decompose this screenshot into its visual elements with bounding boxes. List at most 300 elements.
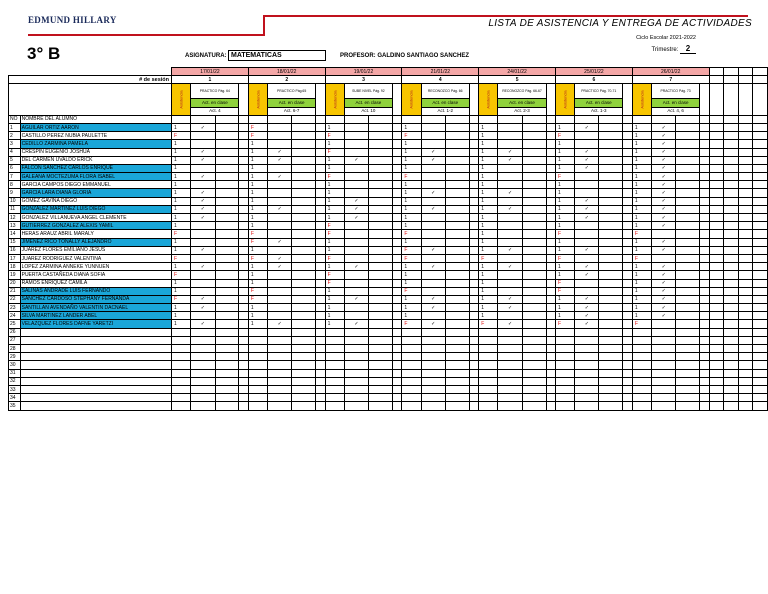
activity-check-cell[interactable]: [191, 345, 215, 353]
attendance-cell[interactable]: F: [248, 238, 267, 246]
activity-check-cell[interactable]: [191, 254, 215, 262]
attendance-cell[interactable]: [402, 353, 421, 361]
empty-cell[interactable]: [392, 279, 401, 287]
empty-cell[interactable]: [724, 394, 739, 402]
empty-cell[interactable]: [522, 132, 546, 140]
empty-cell[interactable]: [445, 140, 469, 148]
attendance-cell[interactable]: 1: [402, 279, 421, 287]
activity-check-cell[interactable]: [575, 173, 599, 181]
attendance-cell[interactable]: 1: [402, 214, 421, 222]
empty-cell[interactable]: [753, 173, 768, 181]
attendance-cell[interactable]: 1: [402, 238, 421, 246]
empty-cell[interactable]: [469, 173, 478, 181]
empty-cell[interactable]: [392, 336, 401, 344]
attendance-cell[interactable]: 1: [172, 312, 191, 320]
attendance-cell[interactable]: 1: [325, 189, 344, 197]
empty-cell[interactable]: [599, 328, 623, 336]
empty-cell[interactable]: [623, 394, 632, 402]
empty-cell[interactable]: [738, 312, 753, 320]
empty-cell[interactable]: [292, 173, 316, 181]
empty-cell[interactable]: [700, 123, 709, 131]
activity-check-cell[interactable]: [652, 320, 676, 328]
attendance-cell[interactable]: [248, 353, 267, 361]
empty-cell[interactable]: [599, 353, 623, 361]
empty-cell[interactable]: [215, 148, 239, 156]
empty-cell[interactable]: [316, 132, 325, 140]
empty-cell[interactable]: [215, 320, 239, 328]
empty-cell[interactable]: [522, 295, 546, 303]
empty-cell[interactable]: [676, 246, 700, 254]
activity-check-cell[interactable]: [421, 402, 445, 410]
empty-cell[interactable]: [392, 394, 401, 402]
empty-cell[interactable]: [700, 312, 709, 320]
activity-check-cell[interactable]: [344, 377, 368, 385]
attendance-cell[interactable]: 1: [556, 189, 575, 197]
empty-cell[interactable]: [292, 181, 316, 189]
empty-cell[interactable]: [392, 132, 401, 140]
activity-check-cell[interactable]: [421, 312, 445, 320]
empty-cell[interactable]: [215, 263, 239, 271]
activity-check-cell[interactable]: [575, 140, 599, 148]
empty-cell[interactable]: [215, 230, 239, 238]
empty-cell[interactable]: [292, 287, 316, 295]
empty-cell[interactable]: [392, 353, 401, 361]
empty-cell[interactable]: [623, 336, 632, 344]
attendance-cell[interactable]: [556, 361, 575, 369]
empty-cell[interactable]: [724, 279, 739, 287]
empty-cell[interactable]: [676, 197, 700, 205]
empty-cell[interactable]: [623, 189, 632, 197]
empty-cell[interactable]: [546, 369, 555, 377]
activity-check-cell[interactable]: ✓: [652, 304, 676, 312]
empty-cell[interactable]: [724, 402, 739, 410]
empty-cell[interactable]: [392, 402, 401, 410]
activity-check-cell[interactable]: [344, 173, 368, 181]
activity-check-cell[interactable]: [575, 377, 599, 385]
empty-cell[interactable]: [700, 369, 709, 377]
attendance-cell[interactable]: [325, 345, 344, 353]
empty-cell[interactable]: [709, 197, 724, 205]
empty-cell[interactable]: [546, 377, 555, 385]
activity-check-cell[interactable]: [421, 271, 445, 279]
activity-check-cell[interactable]: [191, 312, 215, 320]
empty-cell[interactable]: [392, 369, 401, 377]
attendance-cell[interactable]: [479, 353, 498, 361]
attendance-cell[interactable]: [172, 402, 191, 410]
activity-check-cell[interactable]: [191, 385, 215, 393]
attendance-cell[interactable]: F: [556, 279, 575, 287]
attendance-cell[interactable]: F: [325, 230, 344, 238]
activity-check-cell[interactable]: [498, 181, 522, 189]
attendance-cell[interactable]: 1: [632, 287, 651, 295]
attendance-cell[interactable]: 1: [632, 246, 651, 254]
attendance-cell[interactable]: 1: [632, 279, 651, 287]
empty-cell[interactable]: [392, 254, 401, 262]
empty-cell[interactable]: [445, 353, 469, 361]
empty-cell[interactable]: [709, 336, 724, 344]
activity-check-cell[interactable]: ✓: [575, 304, 599, 312]
attendance-cell[interactable]: 1: [479, 295, 498, 303]
attendance-cell[interactable]: 1: [632, 164, 651, 172]
empty-cell[interactable]: [709, 189, 724, 197]
attendance-cell[interactable]: 1: [172, 189, 191, 197]
activity-check-cell[interactable]: ✓: [575, 295, 599, 303]
attendance-cell[interactable]: [325, 394, 344, 402]
empty-cell[interactable]: [445, 361, 469, 369]
activity-check-cell[interactable]: ✓: [575, 197, 599, 205]
attendance-cell[interactable]: 1: [632, 222, 651, 230]
empty-cell[interactable]: [738, 279, 753, 287]
empty-cell[interactable]: [445, 328, 469, 336]
empty-cell[interactable]: [445, 246, 469, 254]
empty-cell[interactable]: [623, 197, 632, 205]
empty-cell[interactable]: [546, 123, 555, 131]
empty-cell[interactable]: [546, 197, 555, 205]
activity-check-cell[interactable]: [575, 328, 599, 336]
activity-check-cell[interactable]: [575, 385, 599, 393]
activity-check-cell[interactable]: [268, 336, 292, 344]
empty-cell[interactable]: [724, 304, 739, 312]
attendance-cell[interactable]: [632, 402, 651, 410]
empty-cell[interactable]: [369, 304, 393, 312]
empty-cell[interactable]: [292, 312, 316, 320]
empty-cell[interactable]: [700, 402, 709, 410]
activity-check-cell[interactable]: [575, 132, 599, 140]
attendance-cell[interactable]: [248, 369, 267, 377]
empty-cell[interactable]: [700, 320, 709, 328]
empty-cell[interactable]: [709, 402, 724, 410]
attendance-cell[interactable]: F: [325, 173, 344, 181]
attendance-cell[interactable]: 1: [632, 197, 651, 205]
empty-cell[interactable]: [676, 320, 700, 328]
empty-cell[interactable]: [700, 156, 709, 164]
activity-check-cell[interactable]: [344, 230, 368, 238]
empty-cell[interactable]: [215, 123, 239, 131]
empty-cell[interactable]: [709, 246, 724, 254]
empty-cell[interactable]: [292, 238, 316, 246]
empty-cell[interactable]: [392, 328, 401, 336]
activity-check-cell[interactable]: ✓: [652, 263, 676, 271]
activity-check-cell[interactable]: [498, 279, 522, 287]
empty-cell[interactable]: [522, 345, 546, 353]
empty-cell[interactable]: [316, 222, 325, 230]
activity-check-cell[interactable]: ✓: [191, 246, 215, 254]
activity-check-cell[interactable]: [268, 197, 292, 205]
empty-cell[interactable]: [753, 336, 768, 344]
attendance-cell[interactable]: [402, 361, 421, 369]
attendance-cell[interactable]: 1: [248, 271, 267, 279]
empty-cell[interactable]: [700, 189, 709, 197]
attendance-cell[interactable]: 1: [402, 271, 421, 279]
empty-cell[interactable]: [369, 394, 393, 402]
empty-cell[interactable]: [724, 361, 739, 369]
empty-cell[interactable]: [700, 181, 709, 189]
activity-check-cell[interactable]: [268, 230, 292, 238]
empty-cell[interactable]: [676, 230, 700, 238]
attendance-cell[interactable]: 1: [479, 214, 498, 222]
attendance-cell[interactable]: 1: [402, 295, 421, 303]
empty-cell[interactable]: [292, 148, 316, 156]
activity-check-cell[interactable]: [575, 222, 599, 230]
empty-cell[interactable]: [316, 320, 325, 328]
empty-cell[interactable]: [753, 197, 768, 205]
empty-cell[interactable]: [709, 222, 724, 230]
attendance-cell[interactable]: 1: [479, 304, 498, 312]
attendance-cell[interactable]: F: [248, 295, 267, 303]
activity-check-cell[interactable]: ✓: [268, 148, 292, 156]
empty-cell[interactable]: [316, 345, 325, 353]
empty-cell[interactable]: [724, 238, 739, 246]
attendance-cell[interactable]: [632, 345, 651, 353]
activity-check-cell[interactable]: [191, 336, 215, 344]
empty-cell[interactable]: [709, 205, 724, 213]
empty-cell[interactable]: [445, 369, 469, 377]
attendance-cell[interactable]: F: [172, 295, 191, 303]
empty-cell[interactable]: [369, 197, 393, 205]
attendance-cell[interactable]: 1: [632, 189, 651, 197]
attendance-cell[interactable]: 1: [556, 156, 575, 164]
empty-cell[interactable]: [676, 132, 700, 140]
empty-cell[interactable]: [709, 279, 724, 287]
activity-check-cell[interactable]: [268, 279, 292, 287]
empty-cell[interactable]: [215, 287, 239, 295]
attendance-cell[interactable]: [172, 361, 191, 369]
attendance-cell[interactable]: 1: [325, 295, 344, 303]
attendance-cell[interactable]: F: [325, 132, 344, 140]
empty-cell[interactable]: [546, 353, 555, 361]
empty-cell[interactable]: [522, 279, 546, 287]
empty-cell[interactable]: [369, 222, 393, 230]
attendance-cell[interactable]: 1: [479, 279, 498, 287]
empty-cell[interactable]: [316, 369, 325, 377]
empty-cell[interactable]: [215, 312, 239, 320]
empty-cell[interactable]: [676, 394, 700, 402]
activity-check-cell[interactable]: ✓: [498, 304, 522, 312]
empty-cell[interactable]: [623, 361, 632, 369]
attendance-cell[interactable]: 1: [479, 164, 498, 172]
activity-check-cell[interactable]: [268, 402, 292, 410]
attendance-cell[interactable]: 1: [632, 263, 651, 271]
empty-cell[interactable]: [445, 181, 469, 189]
activity-check-cell[interactable]: ✓: [575, 148, 599, 156]
empty-cell[interactable]: [753, 312, 768, 320]
attendance-cell[interactable]: F: [402, 320, 421, 328]
empty-cell[interactable]: [522, 271, 546, 279]
activity-check-cell[interactable]: [652, 254, 676, 262]
empty-cell[interactable]: [546, 312, 555, 320]
activity-check-cell[interactable]: ✓: [344, 156, 368, 164]
activity-check-cell[interactable]: ✓: [344, 263, 368, 271]
empty-cell[interactable]: [623, 132, 632, 140]
attendance-cell[interactable]: [325, 328, 344, 336]
attendance-cell[interactable]: 1: [325, 312, 344, 320]
empty-cell[interactable]: [738, 336, 753, 344]
activity-check-cell[interactable]: ✓: [191, 173, 215, 181]
activity-check-cell[interactable]: [344, 279, 368, 287]
activity-check-cell[interactable]: [344, 238, 368, 246]
attendance-cell[interactable]: [556, 385, 575, 393]
activity-check-cell[interactable]: [344, 361, 368, 369]
empty-cell[interactable]: [709, 320, 724, 328]
empty-cell[interactable]: [676, 173, 700, 181]
attendance-cell[interactable]: 1: [172, 238, 191, 246]
activity-check-cell[interactable]: [652, 336, 676, 344]
attendance-cell[interactable]: F: [248, 132, 267, 140]
activity-check-cell[interactable]: ✓: [344, 214, 368, 222]
empty-cell[interactable]: [316, 230, 325, 238]
activity-check-cell[interactable]: ✓: [652, 279, 676, 287]
empty-cell[interactable]: [738, 369, 753, 377]
attendance-cell[interactable]: 1: [402, 263, 421, 271]
empty-cell[interactable]: [738, 164, 753, 172]
empty-cell[interactable]: [369, 205, 393, 213]
empty-cell[interactable]: [753, 295, 768, 303]
empty-cell[interactable]: [522, 304, 546, 312]
attendance-cell[interactable]: 1: [632, 181, 651, 189]
empty-cell[interactable]: [709, 361, 724, 369]
empty-cell[interactable]: [709, 214, 724, 222]
attendance-cell[interactable]: F: [402, 254, 421, 262]
attendance-cell[interactable]: 1: [556, 164, 575, 172]
empty-cell[interactable]: [369, 328, 393, 336]
empty-cell[interactable]: [546, 320, 555, 328]
empty-cell[interactable]: [599, 369, 623, 377]
activity-check-cell[interactable]: [344, 345, 368, 353]
activity-check-cell[interactable]: [344, 246, 368, 254]
empty-cell[interactable]: [724, 246, 739, 254]
activity-check-cell[interactable]: ✓: [191, 295, 215, 303]
empty-cell[interactable]: [292, 402, 316, 410]
activity-check-cell[interactable]: ✓: [421, 263, 445, 271]
empty-cell[interactable]: [469, 246, 478, 254]
attendance-cell[interactable]: [325, 385, 344, 393]
empty-cell[interactable]: [469, 304, 478, 312]
attendance-cell[interactable]: 1: [325, 140, 344, 148]
attendance-cell[interactable]: [172, 336, 191, 344]
empty-cell[interactable]: [623, 148, 632, 156]
empty-cell[interactable]: [676, 304, 700, 312]
empty-cell[interactable]: [316, 328, 325, 336]
empty-cell[interactable]: [392, 345, 401, 353]
activity-check-cell[interactable]: [344, 181, 368, 189]
empty-cell[interactable]: [369, 287, 393, 295]
empty-cell[interactable]: [392, 271, 401, 279]
activity-check-cell[interactable]: ✓: [652, 189, 676, 197]
attendance-cell[interactable]: 1: [172, 140, 191, 148]
activity-check-cell[interactable]: [652, 394, 676, 402]
attendance-cell[interactable]: 1: [248, 214, 267, 222]
activity-check-cell[interactable]: [191, 181, 215, 189]
empty-cell[interactable]: [738, 271, 753, 279]
activity-check-cell[interactable]: [421, 394, 445, 402]
attendance-cell[interactable]: 1: [248, 181, 267, 189]
empty-cell[interactable]: [215, 197, 239, 205]
empty-cell[interactable]: [738, 394, 753, 402]
empty-cell[interactable]: [469, 181, 478, 189]
empty-cell[interactable]: [738, 230, 753, 238]
activity-check-cell[interactable]: ✓: [575, 205, 599, 213]
empty-cell[interactable]: [392, 312, 401, 320]
empty-cell[interactable]: [599, 377, 623, 385]
empty-cell[interactable]: [369, 148, 393, 156]
empty-cell[interactable]: [676, 336, 700, 344]
empty-cell[interactable]: [239, 173, 248, 181]
activity-check-cell[interactable]: [498, 140, 522, 148]
empty-cell[interactable]: [546, 238, 555, 246]
attendance-cell[interactable]: 1: [325, 181, 344, 189]
empty-cell[interactable]: [623, 271, 632, 279]
empty-cell[interactable]: [738, 214, 753, 222]
activity-check-cell[interactable]: [268, 287, 292, 295]
activity-check-cell[interactable]: ✓: [652, 312, 676, 320]
activity-check-cell[interactable]: [421, 197, 445, 205]
empty-cell[interactable]: [469, 336, 478, 344]
empty-cell[interactable]: [469, 222, 478, 230]
activity-check-cell[interactable]: ✓: [652, 123, 676, 131]
empty-cell[interactable]: [215, 377, 239, 385]
empty-cell[interactable]: [445, 377, 469, 385]
empty-cell[interactable]: [445, 132, 469, 140]
empty-cell[interactable]: [753, 394, 768, 402]
empty-cell[interactable]: [522, 140, 546, 148]
attendance-cell[interactable]: 1: [556, 271, 575, 279]
empty-cell[interactable]: [700, 345, 709, 353]
empty-cell[interactable]: [522, 254, 546, 262]
empty-cell[interactable]: [753, 271, 768, 279]
empty-cell[interactable]: [239, 263, 248, 271]
empty-cell[interactable]: [709, 295, 724, 303]
activity-check-cell[interactable]: [575, 238, 599, 246]
empty-cell[interactable]: [546, 263, 555, 271]
empty-cell[interactable]: [292, 132, 316, 140]
empty-cell[interactable]: [599, 402, 623, 410]
empty-cell[interactable]: [753, 123, 768, 131]
activity-check-cell[interactable]: [191, 140, 215, 148]
attendance-cell[interactable]: 1: [325, 123, 344, 131]
empty-cell[interactable]: [546, 156, 555, 164]
attendance-cell[interactable]: [248, 385, 267, 393]
empty-cell[interactable]: [215, 336, 239, 344]
activity-check-cell[interactable]: [191, 271, 215, 279]
attendance-cell[interactable]: [172, 394, 191, 402]
empty-cell[interactable]: [445, 123, 469, 131]
activity-check-cell[interactable]: [421, 222, 445, 230]
empty-cell[interactable]: [738, 353, 753, 361]
empty-cell[interactable]: [724, 263, 739, 271]
empty-cell[interactable]: [369, 254, 393, 262]
empty-cell[interactable]: [738, 205, 753, 213]
empty-cell[interactable]: [599, 222, 623, 230]
empty-cell[interactable]: [369, 164, 393, 172]
empty-cell[interactable]: [753, 238, 768, 246]
empty-cell[interactable]: [469, 385, 478, 393]
attendance-cell[interactable]: 1: [556, 263, 575, 271]
activity-check-cell[interactable]: ✓: [652, 164, 676, 172]
attendance-cell[interactable]: [402, 402, 421, 410]
empty-cell[interactable]: [753, 263, 768, 271]
empty-cell[interactable]: [623, 402, 632, 410]
attendance-cell[interactable]: F: [172, 271, 191, 279]
activity-check-cell[interactable]: [268, 369, 292, 377]
empty-cell[interactable]: [316, 304, 325, 312]
empty-cell[interactable]: [469, 214, 478, 222]
empty-cell[interactable]: [369, 361, 393, 369]
attendance-cell[interactable]: 1: [248, 320, 267, 328]
activity-check-cell[interactable]: ✓: [652, 173, 676, 181]
empty-cell[interactable]: [700, 148, 709, 156]
empty-cell[interactable]: [316, 205, 325, 213]
empty-cell[interactable]: [316, 312, 325, 320]
